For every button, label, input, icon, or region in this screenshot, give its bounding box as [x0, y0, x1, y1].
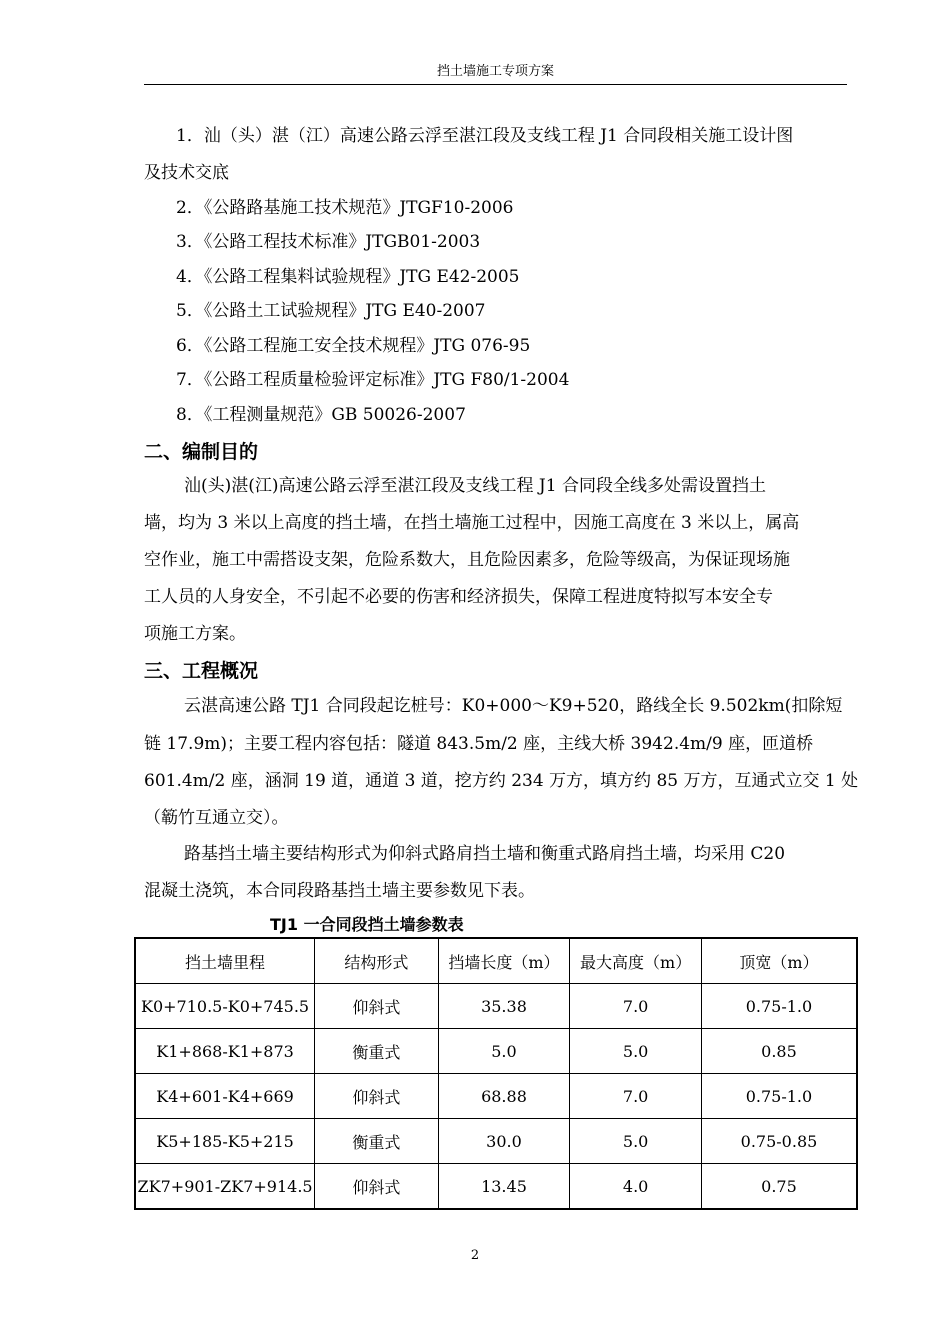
overview-line-1: 云湛高速公路 TJ1 合同段起讫桩号：K0+000～K9+520，路线全长 9.502km(扣除短	[184, 696, 843, 716]
reference-4: 4．《公路工程集料试验规程》JTG E42-2005	[176, 267, 520, 287]
cell-length: 13.45	[438, 1164, 570, 1210]
purpose-line-2: 墙，均为 3 米以上高度的挡土墙，在挡土墙施工过程中，因施工高度在 3 米以上，属高	[144, 513, 800, 533]
cell-structure: 仰斜式	[315, 1164, 439, 1210]
table-row	[135, 1029, 857, 1074]
overview-line-4: （簕竹互通立交）。	[144, 808, 289, 828]
cell-mileage: K5+185-K5+215	[135, 1119, 315, 1164]
reference-1-line2: 及技术交底	[144, 163, 229, 183]
header-mileage: 挡土墙里程	[135, 938, 315, 984]
cell-top-width: 0.75	[701, 1164, 857, 1210]
table-row	[135, 984, 857, 1029]
table-row	[135, 1164, 857, 1210]
cell-length: 5.0	[438, 1029, 570, 1074]
cell-top-width: 0.75-0.85	[701, 1119, 857, 1164]
overview-line-5: 路基挡土墙主要结构形式为仰斜式路肩挡土墙和衡重式路肩挡土墙，均采用 C20	[184, 844, 786, 864]
cell-mileage: ZK7+901-ZK7+914.5	[135, 1164, 315, 1210]
purpose-line-4: 工人员的人身安全，不引起不必要的伤害和经济损失，保障工程进度特拟写本安全专	[144, 587, 773, 607]
cell-mileage: K4+601-K4+669	[135, 1074, 315, 1119]
cell-max-height: 7.0	[570, 984, 702, 1029]
overview-line-6: 混凝土浇筑，本合同段路基挡土墙主要参数见下表。	[144, 881, 535, 901]
purpose-line-5: 项施工方案。	[144, 624, 246, 644]
cell-structure: 仰斜式	[315, 1074, 439, 1119]
cell-length: 30.0	[438, 1119, 570, 1164]
reference-7: 7．《公路工程质量检验评定标准》JTG F80/1-2004	[176, 370, 570, 390]
cell-length: 68.88	[438, 1074, 570, 1119]
cell-max-height: 7.0	[570, 1074, 702, 1119]
page-number: 2	[470, 1248, 480, 1263]
cell-max-height: 5.0	[570, 1119, 702, 1164]
table-row	[135, 1074, 857, 1119]
cell-mileage: K1+868-K1+873	[135, 1029, 315, 1074]
overview-line-2: 链 17.9m)；主要工程内容包括：隧道 843.5m/2 座，主线大桥 3942.4m/9 座，匝道桥	[144, 734, 814, 754]
retaining-wall-parameter-table	[134, 937, 858, 1210]
table-row	[135, 1119, 857, 1164]
table-caption: TJ1 一合同段挡土墙参数表	[270, 915, 464, 934]
purpose-line-1: 汕(头)湛(江)高速公路云浮至湛江段及支线工程 J1 合同段全线多处需设置挡土	[184, 476, 766, 496]
header-length: 挡墙长度（m）	[438, 938, 570, 984]
cell-max-height: 5.0	[570, 1029, 702, 1074]
cell-top-width: 0.75-1.0	[701, 984, 857, 1029]
cell-top-width: 0.75-1.0	[701, 1074, 857, 1119]
cell-length: 35.38	[438, 984, 570, 1029]
cell-structure: 仰斜式	[315, 984, 439, 1029]
section-heading-overview: 三、工程概况	[144, 660, 259, 682]
reference-3: 3．《公路工程技术标准》JTGB01-2003	[176, 232, 481, 252]
reference-2: 2．《公路路基施工技术规范》JTGF10-2006	[176, 198, 514, 218]
table-header-row	[135, 938, 857, 984]
header-max-height: 最大高度（m）	[570, 938, 702, 984]
header-top-width: 顶宽（m）	[701, 938, 857, 984]
reference-8: 8．《工程测量规范》GB 50026-2007	[176, 405, 466, 425]
purpose-line-3: 空作业，施工中需搭设支架，危险系数大，且危险因素多，危险等级高，为保证现场施	[144, 550, 790, 570]
cell-max-height: 4.0	[570, 1164, 702, 1210]
cell-mileage: K0+710.5-K0+745.5	[135, 984, 315, 1029]
cell-top-width: 0.85	[701, 1029, 857, 1074]
reference-5: 5．《公路土工试验规程》JTG E40-2007	[176, 301, 486, 321]
reference-1-line1: 1．汕（头）湛（江）高速公路云浮至湛江段及支线工程 J1 合同段相关施工设计图	[176, 126, 794, 146]
cell-structure: 衡重式	[315, 1119, 439, 1164]
overview-line-3: 601.4m/2 座，涵洞 19 道，通道 3 道，挖方约 234 万方，填方约 85 万方，互通式立交 1 处	[144, 771, 859, 791]
header-structure: 结构形式	[315, 938, 439, 984]
page-header: 挡土墙施工专项方案	[144, 62, 847, 85]
cell-structure: 衡重式	[315, 1029, 439, 1074]
reference-6: 6．《公路工程施工安全技术规程》JTG 076-95	[176, 336, 531, 356]
section-heading-purpose: 二、编制目的	[144, 441, 259, 463]
